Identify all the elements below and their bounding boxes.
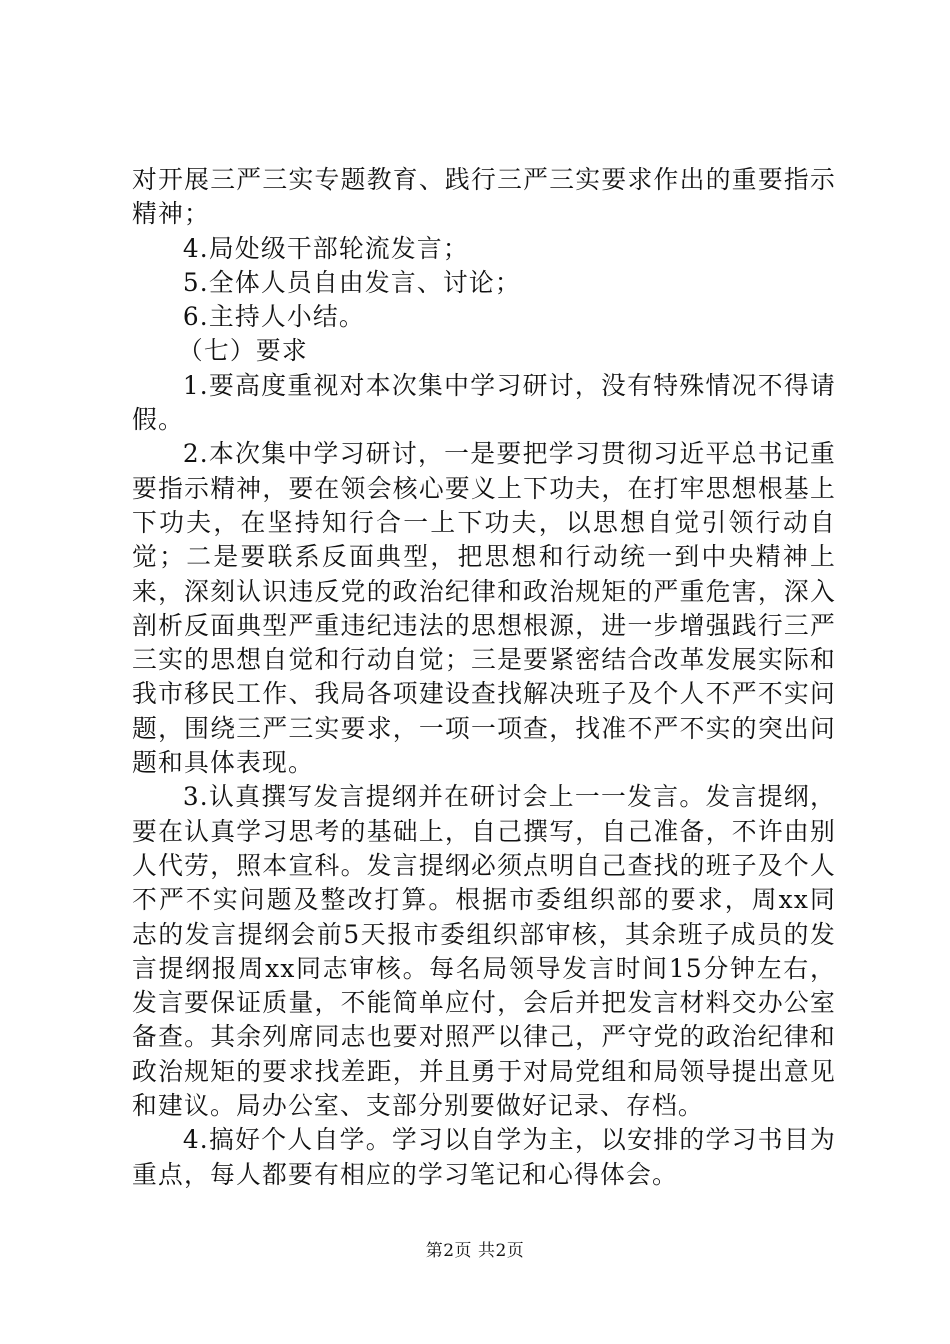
paragraph-item-5: 5.全体人员自由发言、讨论； [182,267,521,297]
paragraph-item-4: 4.局处级干部轮流发言； [182,233,469,263]
paragraph-requirement-4: 4.搞好个人自学。学习以自学为主，以安排的学习书目为重点，每人都要有相应的学习笔记和心得体会。 [132,1125,836,1189]
document-body [132,163,836,1192]
paragraph-item-6: 6.主持人小结。 [182,302,365,332]
paragraph-requirement-2: 2.本次集中学习研讨，一是要把学习贯彻习近平总书记重要指示精神，要在领会核心要义上下功夫，在打牢思想根基上下功夫，在坚持知行合一上下功夫，以思想自觉引领行动自觉；二是要联系反面典型，把思想和行动统一到中央精神上来，深刻认识违反党的政治纪律和政治规矩的严重危害，深入剖析反面典型严重违纪违法的思想根源，进一步增强践行三严三实的思想自觉和行动自觉；三是要紧密结合改革发展实际和我市移民工作、我局各项建设查找解决班子及个人不严不实问题，围绕三严三实要求，一项一项查，找准不严不实的突出问题和具体表现。 [132,439,836,778]
page-number-footer: 第2页 共2页 [425,1241,525,1261]
paragraph-continuation: 对开展三严三实专题教育、践行三严三实要求作出的重要指示精神； [132,165,836,229]
paragraph-requirement-3: 3.认真撰写发言提纲并在研讨会上一一发言。发言提纲，要在认真学习思考的基础上，自己撰写，自己准备，不许由别人代劳，照本宣科。发言提纲必须点明自己查找的班子及个人不严不实问题及整改打算。根据市委组织部的要求，周xx同志的发言提纲会前5天报市委组织部审核，其余班子成员的发言提纲报周xx同志审核。每名局领导发言时间15分钟左右，发言要保证质量，不能简单应付，会后并把发言材料交办公室备查。其余列席同志也要对照严以律己，严守党的政治纪律和政治规矩的要求找差距，并且勇于对局党组和局领导提出意见和建议。局办公室、支部分别要做好记录、存档。 [132,782,836,1121]
paragraph-requirement-1: 1.要高度重视对本次集中学习研讨，没有特殊情况不得请假。 [132,370,836,435]
section-heading-requirements: （七）要求 [177,336,308,366]
